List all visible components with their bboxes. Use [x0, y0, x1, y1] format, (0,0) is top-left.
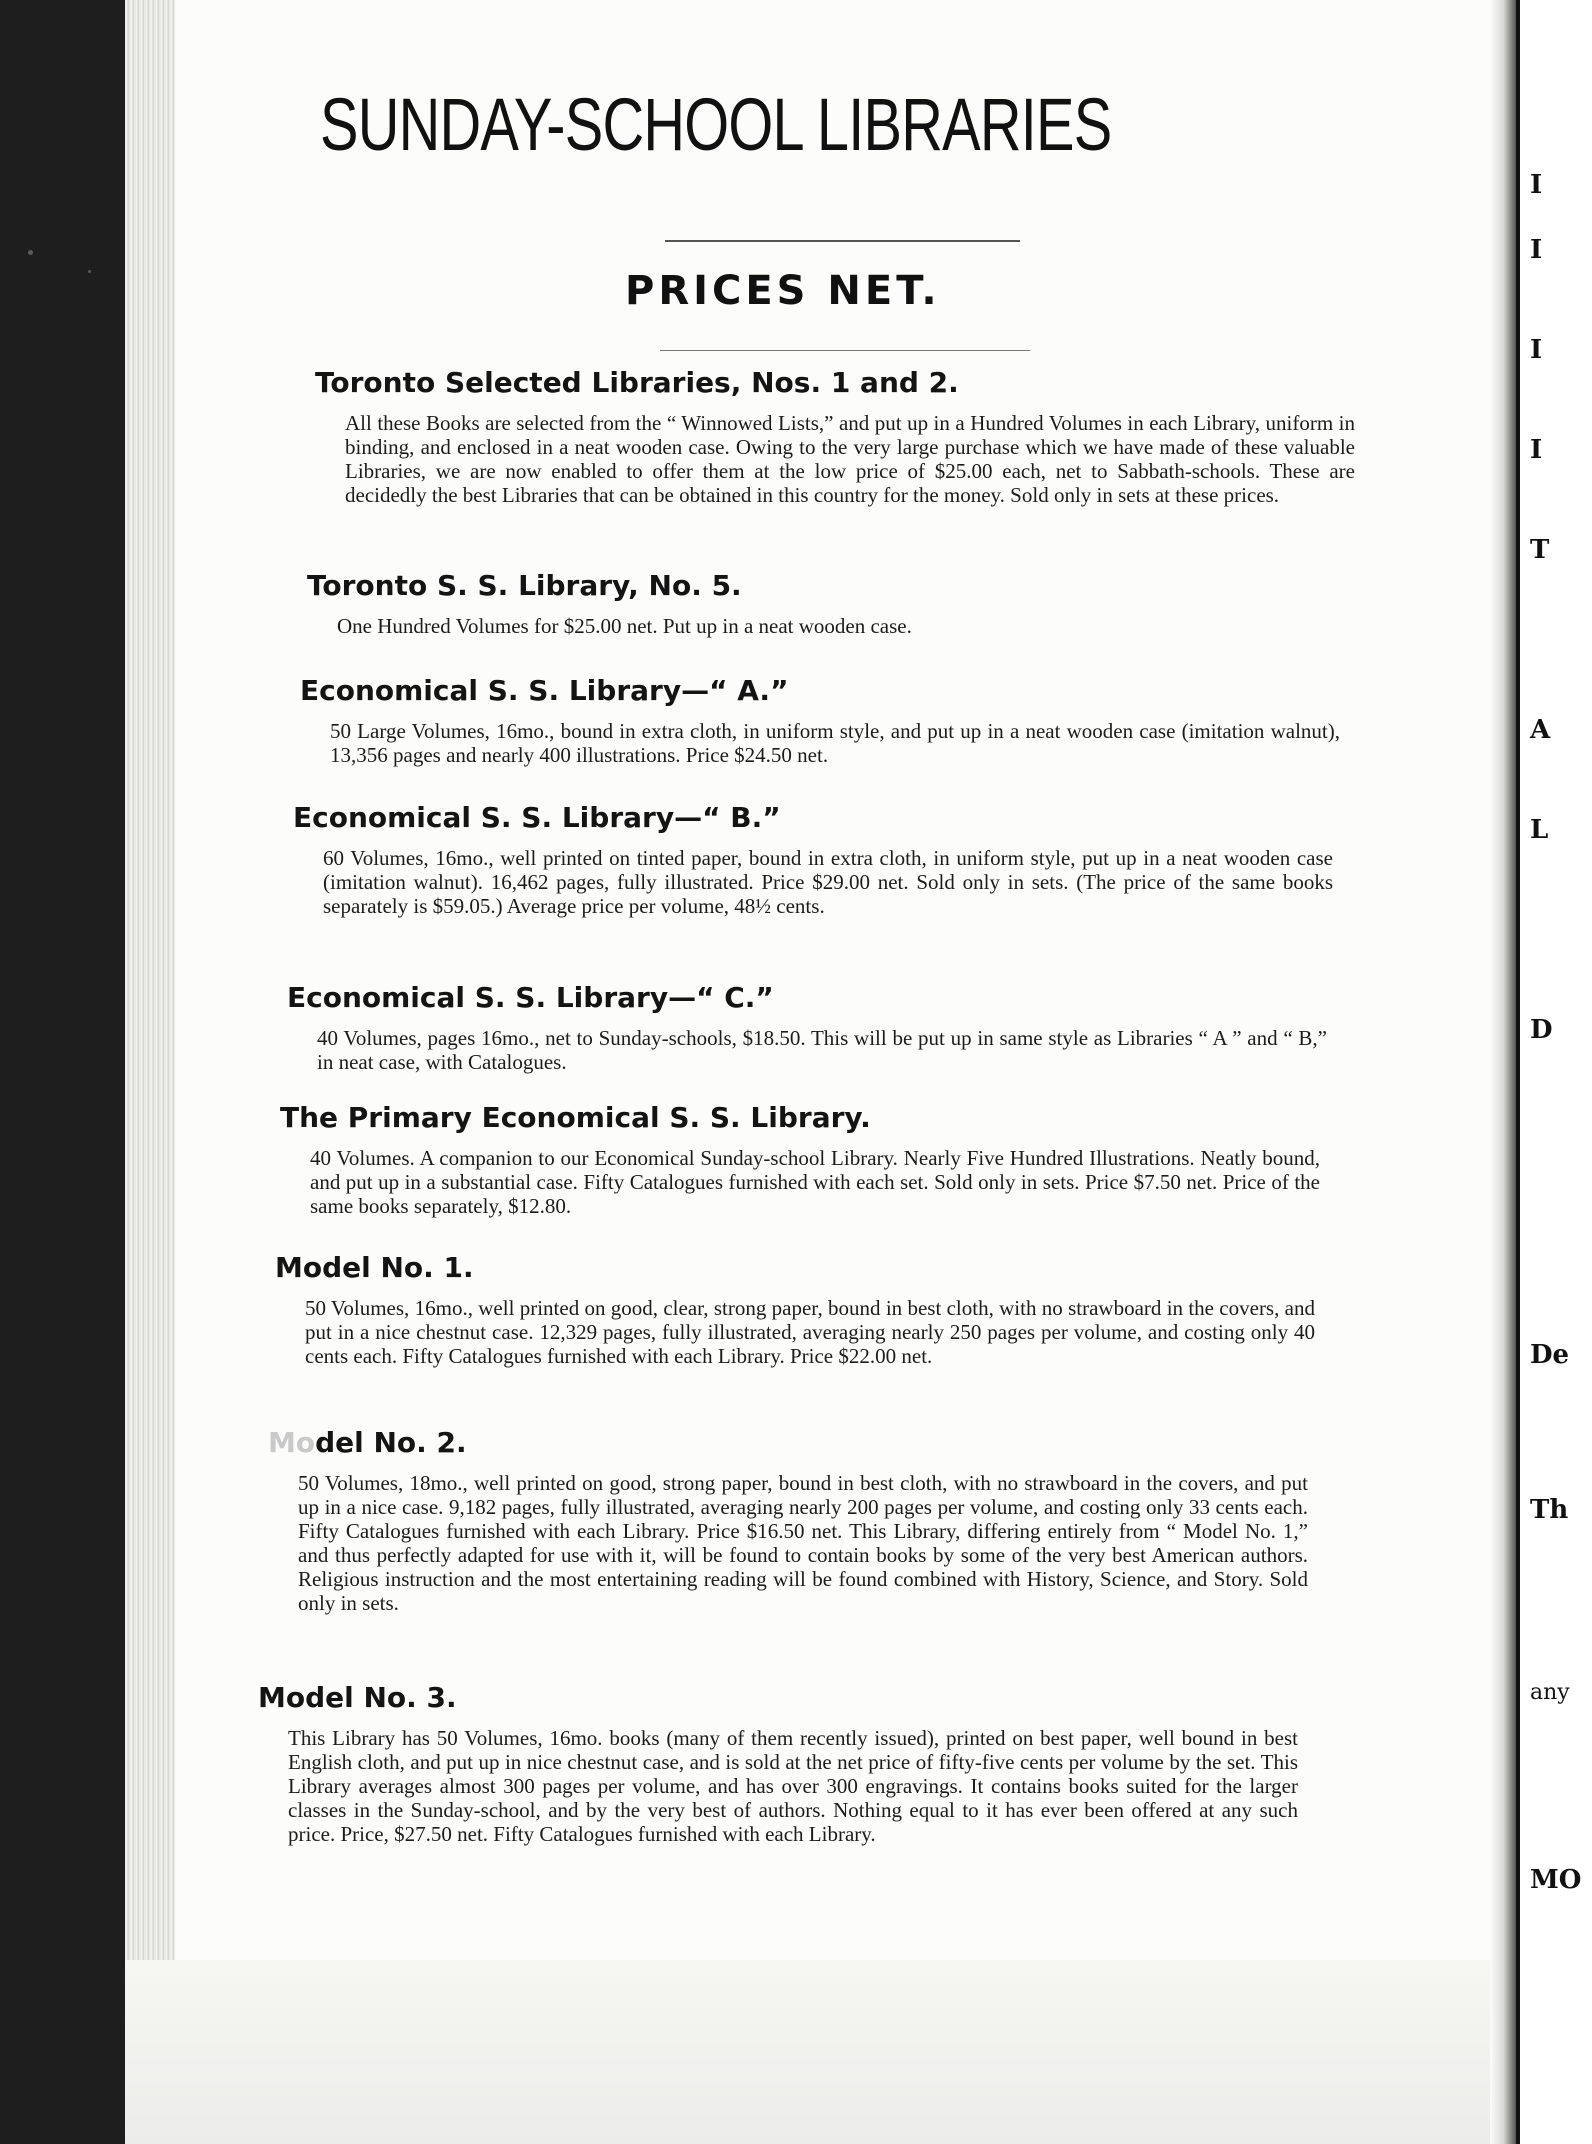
entry-heading: Economical S. S. Library—“ B.” — [293, 801, 781, 834]
library-entry — [300, 673, 1360, 767]
facing-page-fragment: Th — [1530, 1495, 1569, 1525]
entry-body: 40 Volumes, pages 16mo., net to Sunday-schools, $18.50. This will be put up in same style as Libraries “ A ” and “ B,” in neat case, with Catalogues. — [317, 1026, 1327, 1074]
facing-page-fragment: I — [1530, 435, 1543, 465]
library-entry — [315, 365, 1375, 507]
library-entry — [293, 800, 1353, 918]
library-entry — [268, 1425, 1328, 1615]
entry-body: 50 Volumes, 18mo., well printed on good, strong paper, bound in best cloth, with no strawboard in the covers, and put up in a nice case. 9,182 pages, fully illustrated, averaging nearly 200 pages per volume, and costing only 33 cents each. Fifty Catalogues furnished with each Library. Price $16.50 net. This Library, differing entirely from “ Model No. 1,” and thus perfectly adapted for use with it, will be found to contain books by some of the very best American authors. Religious instruction and the most entertaining reading will be found combined with History, Science, and Story. Sold only in sets. — [298, 1471, 1308, 1615]
entry-body: 40 Volumes. A companion to our Economical Sunday-school Library. Nearly Five Hundred Illustrations. Neatly bound, and put up in a substantial case. Fifty Catalogues furnished with each set. Sold only in sets. Price $7.50 net. Price of the same books separately, $12.80. — [310, 1146, 1320, 1218]
library-entry — [287, 980, 1347, 1074]
library-entry — [307, 568, 1367, 638]
subtitle-rule — [660, 350, 1030, 351]
entry-body: 50 Volumes, 16mo., well printed on good, clear, strong paper, bound in best cloth, with no strawboard in the covers, and put in a nice chestnut case. 12,329 pages, fully illustrated, averaging nearly 250 pages per volume, and costing only 40 cents each. Fifty Catalogues furnished with each Library. Price $22.00 net. — [305, 1296, 1315, 1368]
facing-page-fragment: I — [1530, 335, 1543, 365]
entry-heading: The Primary Economical S. S. Library. — [280, 1101, 871, 1134]
entry-body: 60 Volumes, 16mo., well printed on tinted paper, bound in extra cloth, in uniform style, put up in a neat wooden case (imitation walnut). 16,462 pages, fully illustrated. Price $29.00 net. Sold only in sets. (The price of the same books separately is $59.05.) Average price per volume, 48½ cents. — [323, 846, 1333, 918]
page-title: SUNDAY-SCHOOL LIBRARIES — [320, 83, 1112, 166]
entry-body: All these Books are selected from the “ Winnowed Lists,” and put up in a Hundred Volumes in each Library, uniform in binding, and enclosed in a neat wooden case. Owing to the very large purchase which we have made of these valuable Libraries, we are now enabled to offer them at the low price of $25.00 each, net to Sabbath-schools. These are decidedly the best Libraries that can be obtained in this country for the money. Sold only in sets at these prices. — [345, 411, 1355, 507]
facing-page-fragment: MO — [1530, 1865, 1582, 1895]
facing-page-fragment: I — [1530, 170, 1543, 200]
facing-page-fragment: any — [1530, 1680, 1570, 1705]
book-page-edges — [125, 0, 180, 2144]
entry-heading: Toronto Selected Libraries, Nos. 1 and 2. — [315, 366, 959, 399]
facing-page-fragment: D — [1530, 1015, 1553, 1045]
book-page-bottom-edge — [125, 1960, 1505, 2144]
dust-speck — [28, 250, 33, 255]
page-subtitle: PRICES NET. — [625, 268, 941, 314]
entry-heading-rest: del No. 2. — [315, 1426, 467, 1459]
entry-body: This Library has 50 Volumes, 16mo. books (many of them recently issued), printed on best paper, well bound in best English cloth, and put up in nice chestnut case, and is sold at the net price of fifty-five cents per volume by the set. This Library averages almost 300 pages per volume, and has over 300 engravings. It contains books suited for the larger classes in the Sunday-school, and by the very best of authors. Nothing equal to it has ever been offered at any such price. Price, $27.50 net. Fifty Catalogues furnished with each Library. — [288, 1726, 1298, 1846]
library-entry — [258, 1680, 1318, 1846]
entry-heading: Model No. 3. — [258, 1681, 457, 1714]
entry-heading: Economical S. S. Library—“ A.” — [300, 674, 789, 707]
entry-body: One Hundred Volumes for $25.00 net. Put up in a neat wooden case. — [337, 614, 912, 638]
entry-heading: Model No. 1. — [275, 1251, 474, 1284]
entry-heading: Toronto S. S. Library, No. 5. — [307, 569, 742, 602]
library-entry — [280, 1100, 1340, 1218]
scan-background — [0, 0, 135, 2144]
facing-page-fragment: L — [1530, 815, 1549, 845]
faded-heading-lead: Mo — [268, 1426, 316, 1459]
facing-page-fragment: De — [1530, 1340, 1570, 1370]
library-entry — [275, 1250, 1335, 1368]
entry-body: 50 Large Volumes, 16mo., bound in extra cloth, in uniform style, and put up in a neat wooden case (imitation walnut), 13,356 pages and nearly 400 illustrations. Price $24.50 net. — [330, 719, 1340, 767]
entry-heading: Economical S. S. Library—“ C.” — [287, 981, 774, 1014]
facing-page-fragment: T — [1530, 535, 1550, 565]
facing-page-fragment: A — [1530, 715, 1551, 745]
title-rule — [665, 240, 1020, 242]
entry-heading — [268, 1425, 1328, 1461]
dust-speck — [88, 270, 91, 273]
facing-page — [1516, 0, 1592, 2144]
facing-page-fragment: I — [1530, 235, 1543, 265]
